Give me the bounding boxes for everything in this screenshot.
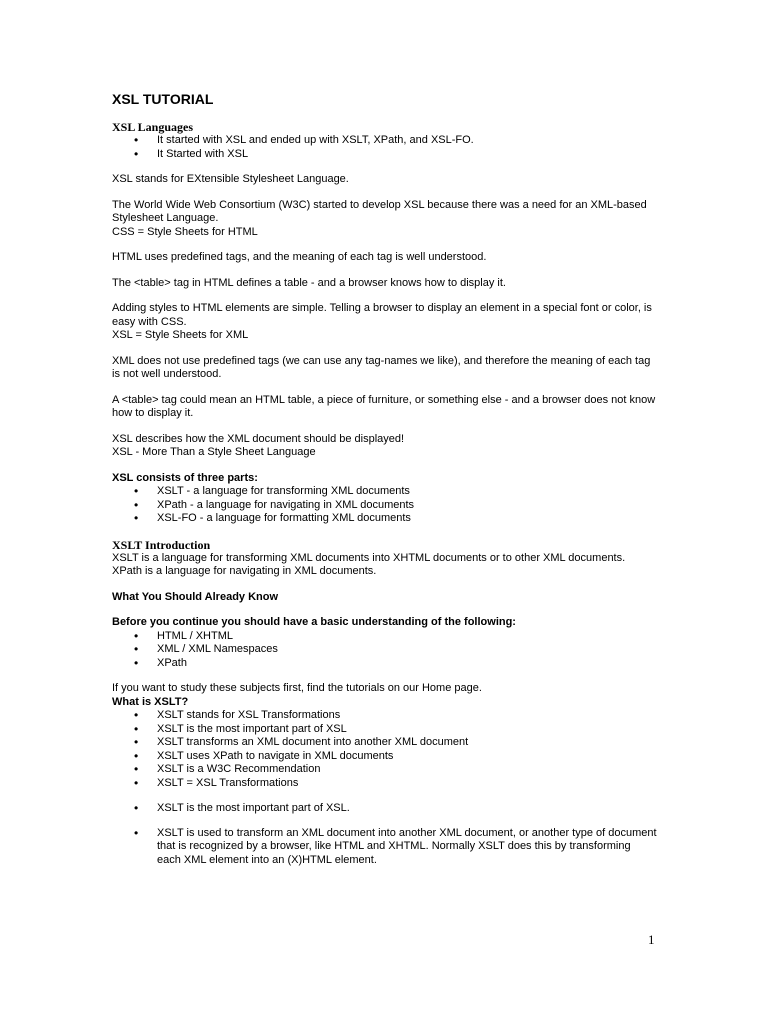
list-item: • It Started with XSL xyxy=(112,148,657,162)
list-item: • XPath - a language for navigating in XML documents xyxy=(112,499,657,513)
list-item: • XSLT = XSL Transformations xyxy=(112,777,657,791)
paragraph: XSLT is a language for transforming XML documents into XHTML documents or to other XML documents. xyxy=(112,551,626,564)
section-heading-xslt-introduction: XSLT Introduction xyxy=(112,537,211,552)
list-item: • XSLT is used to transform an XML document into another XML document, or another type of document that is recognized by a browser, like HTML and XHTML. Normally XSLT does this by transforming each XML element into an (X)HTML element. xyxy=(112,827,657,868)
paragraph: A <table> tag could mean an HTML table, a piece of furniture, or something else - and a browser does not know how to display it. xyxy=(112,393,656,419)
know-heading: What You Should Already Know xyxy=(112,590,279,603)
list-item: • XPath xyxy=(112,657,657,671)
list-item: • It started with XSL and ended up with XSLT, XPath, and XSL-FO. xyxy=(112,134,657,148)
list-item: • XSLT is a W3C Recommendation xyxy=(112,763,657,777)
paragraph: XSL - More Than a Style Sheet Language xyxy=(112,446,316,458)
xslt-details-list xyxy=(112,802,657,867)
paragraph: If you want to study these subjects first, find the tutorials on our Home page. xyxy=(112,682,482,694)
paragraph: XSL stands for EXtensible Stylesheet Language. xyxy=(112,173,349,185)
prerequisites-list xyxy=(112,630,657,671)
document-title: XSL TUTORIAL xyxy=(112,91,214,107)
document-body xyxy=(112,90,657,878)
list-item: • XSLT stands for XSL Transformations xyxy=(112,709,657,723)
paragraph: XML does not use predefined tags (we can use any tag-names we like), and therefore the meaning of each tag is not well understood. xyxy=(112,354,651,380)
paragraph: XPath is a language for navigating in XML documents. xyxy=(112,565,377,577)
xsl-parts-list xyxy=(112,485,657,526)
list-item: • XSLT transforms an XML document into another XML document xyxy=(112,736,657,750)
list-item: • XSLT uses XPath to navigate in XML documents xyxy=(112,750,657,764)
paragraph: XSL describes how the XML document should be displayed! xyxy=(112,432,405,445)
paragraph: CSS = Style Sheets for HTML xyxy=(112,225,258,238)
list-item: • HTML / XHTML xyxy=(112,630,657,644)
parts-heading: XSL consists of three parts: xyxy=(112,471,258,484)
paragraph: XSL = Style Sheets for XML xyxy=(112,329,249,341)
list-item: • XML / XML Namespaces xyxy=(112,643,657,657)
xsl-languages-list xyxy=(112,134,657,161)
what-is-xslt-list xyxy=(112,709,657,790)
paragraph: The <table> tag in HTML defines a table - and a browser knows how to display it. xyxy=(112,276,506,289)
paragraph: Adding styles to HTML elements are simple. Telling a browser to display an element in a special font or color, is easy with CSS. xyxy=(112,302,652,328)
paragraph: HTML uses predefined tags, and the meaning of each tag is well understood. xyxy=(112,251,487,263)
list-item: • XSLT is the most important part of XSL. xyxy=(112,802,657,816)
page-number: 1 xyxy=(648,932,655,947)
know-intro: Before you continue you should have a basic understanding of the following: xyxy=(112,616,516,628)
what-is-xslt-heading: What is XSLT? xyxy=(112,695,189,708)
section-heading-xsl-languages: XSL Languages xyxy=(112,120,194,134)
list-item: • XSLT is the most important part of XSL xyxy=(112,723,657,737)
list-item: • XSL-FO - a language for formatting XML documents xyxy=(112,512,657,526)
list-item: • XSLT - a language for transforming XML documents xyxy=(112,485,657,499)
paragraph: The World Wide Web Consortium (W3C) started to develop XSL because there was a need for an XML-based Stylesheet Language. xyxy=(112,198,647,224)
